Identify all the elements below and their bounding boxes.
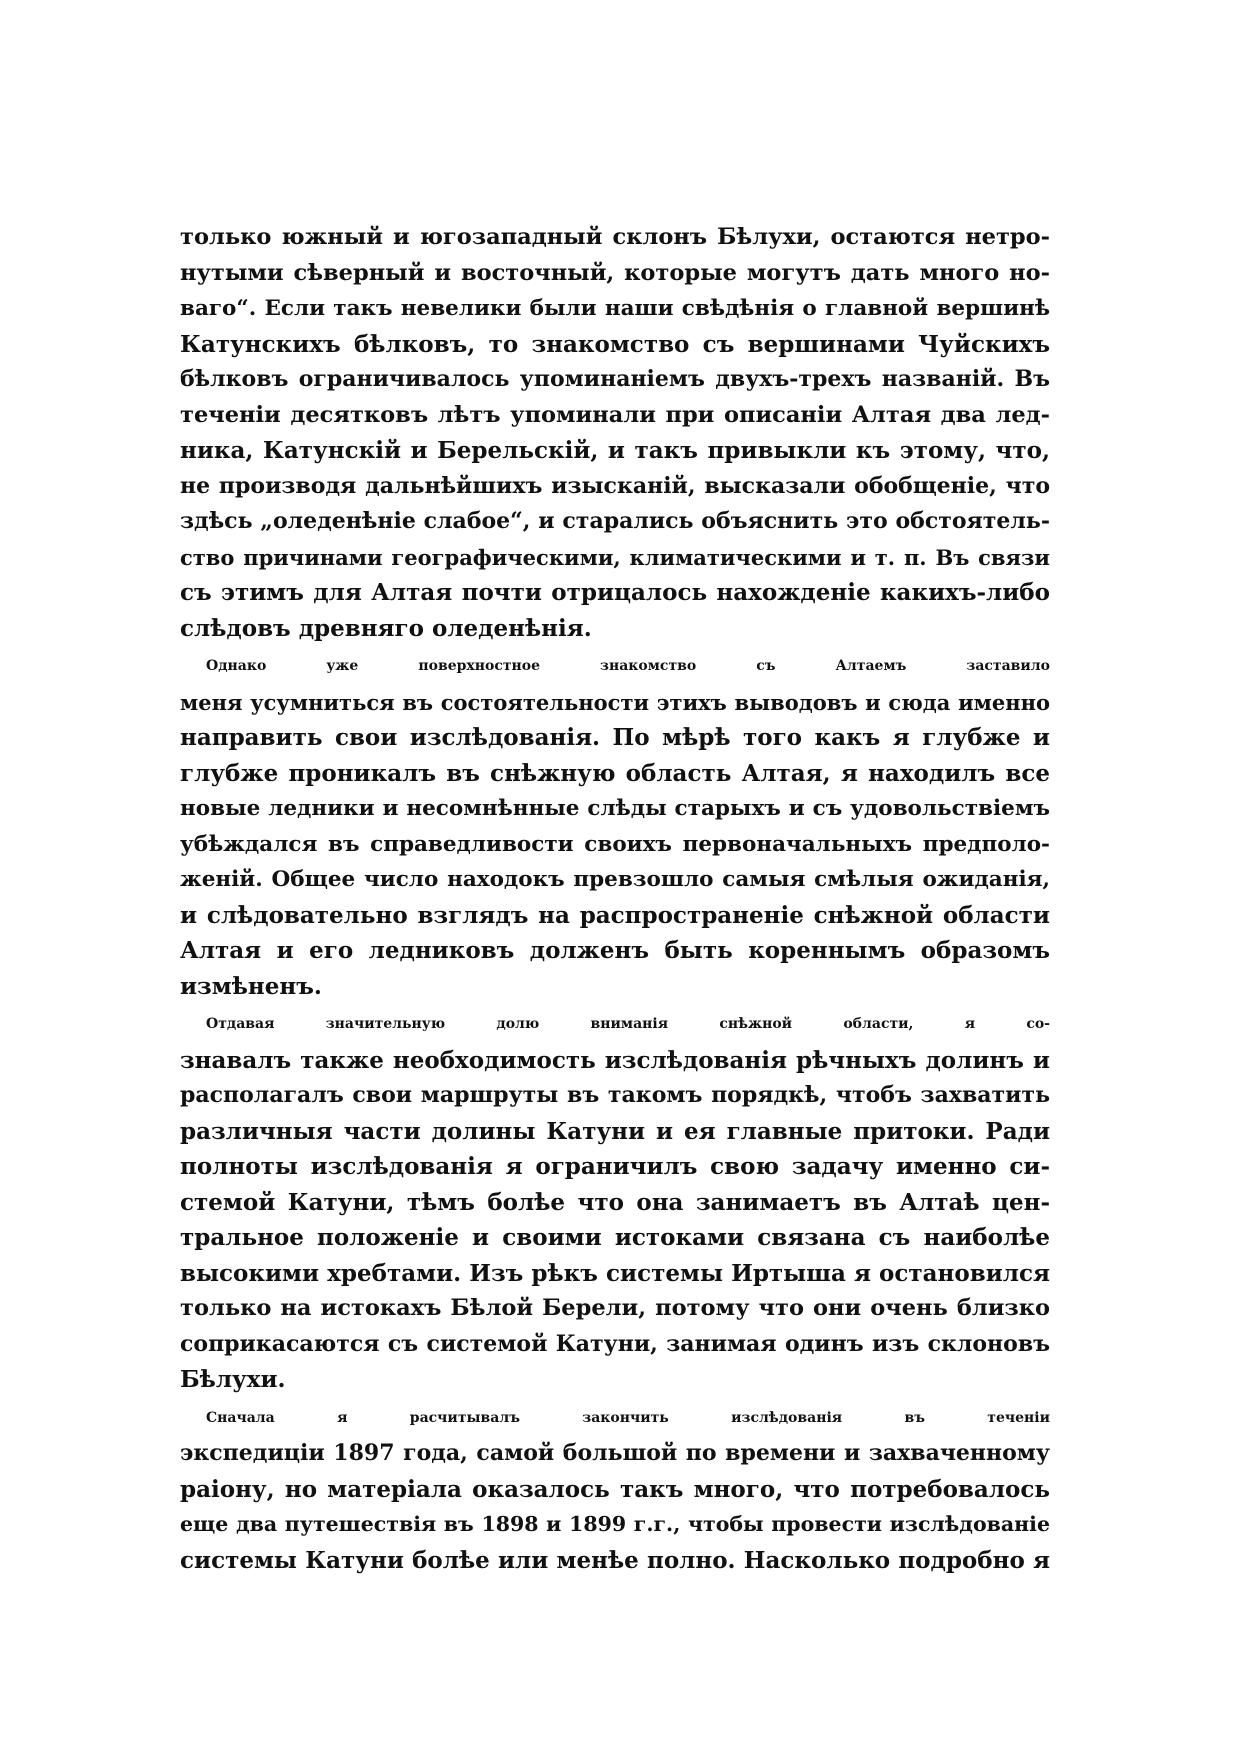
text-line: направить свои изслѣдованія. По мѣрѣ того какъ я глубже и: [180, 724, 1050, 751]
text-line: Однако уже поверхностное знакомство съ Алтаемъ заставило: [206, 658, 1050, 674]
text-line: здѣсь „оледенѣніе слабое“, и старались объяснить это обстоятель-: [180, 508, 1050, 534]
text-line: раіону, но матеріала оказалось такъ много, что потребовалось: [180, 1475, 1050, 1503]
text-line: Алтая и его ледниковъ долженъ быть кореннымъ образомъ: [180, 937, 1050, 964]
text-line: тральное положеніе и своими истоками связана съ наиболѣе: [180, 1224, 1050, 1251]
text-line: Бѣлухи.: [180, 1366, 286, 1393]
text-line: знавалъ также необходимость изслѣдованія рѣчныхъ долинъ и: [180, 1046, 1050, 1074]
paragraph: [180, 220, 1050, 646]
text-line: стемой Катуни, тѣмъ болѣе что она занимаетъ въ Алтаѣ цен-: [180, 1188, 1050, 1216]
text-line: женій. Общее число находокъ превзошло самыя смѣлыя ожиданія,: [180, 867, 1050, 892]
paragraph: [180, 1401, 1050, 1579]
text-line: ваго“. Если такъ невелики были наши свѣдѣнія о главной вершинѣ: [180, 296, 1050, 321]
text-line: ника, Катунскій и Берельскій, и такъ привыкли къ этому, что,: [180, 437, 1050, 464]
text-line: Катунскихъ бѣлковъ, то знакомство съ вершинами Чуйскихъ: [180, 330, 1050, 358]
body-text: [180, 220, 1050, 1578]
text-line: различныя части долины Катуни и ея главные притоки. Ради: [180, 1117, 1050, 1145]
text-line: глубже проникалъ въ снѣжную область Алтая, я находилъ все: [180, 759, 1050, 787]
text-line: еще два путешествія въ 1898 и 1899 г.г., чтобы провести изслѣдованіе: [180, 1512, 1050, 1536]
text-line: слѣдовъ древняго оледенѣнія.: [180, 614, 592, 642]
text-line: ство причинами географическими, климатическими и т. п. Въ связи: [180, 544, 1050, 570]
text-line: измѣненъ.: [180, 972, 322, 1000]
text-line: высокими хребтами. Изъ рѣкъ системы Иртыша я остановился: [180, 1259, 1050, 1287]
text-line: убѣждался въ справедливости своихъ первоначальныхъ предполо-: [180, 831, 1050, 857]
text-line: полноты изслѣдованія я ограничилъ свою задачу именно си-: [180, 1153, 1050, 1180]
text-line: и слѣдовательно взглядъ на распространеніе снѣжной области: [180, 901, 1050, 929]
paragraph: [180, 1007, 1050, 1398]
text-line: новые ледники и несомнѣнные слѣды старыхъ и съ удовольствіемъ: [180, 796, 1050, 821]
text-line: съ этимъ для Алтая почти отрицалось нахожденіе какихъ-либо: [180, 579, 1050, 606]
text-line: Сначала я расчитывалъ закончить изслѣдованія въ теченіи: [206, 1409, 1050, 1426]
text-line: не производя дальнѣйшихъ изысканій, высказали обобщеніе, что: [180, 472, 1050, 499]
text-line: бѣлковъ ограничивалось упоминаніемъ двухъ-трехъ названій. Въ: [180, 366, 1050, 392]
paragraph: [180, 649, 1050, 1004]
text-line: только на истокахъ Бѣлой Берели, потому что они очень близко: [180, 1295, 1050, 1321]
text-line: системы Катуни болѣе или менѣе полно. Насколько подробно я: [180, 1546, 1050, 1574]
text-line: только южный и югозападный склонъ Бѣлухи, остаются нетро-: [180, 224, 1050, 250]
text-line: нутыми сѣверный и восточный, которые могутъ дать много но-: [180, 259, 1050, 286]
text-line: теченіи десятковъ лѣтъ упоминали при описаніи Алтая два лед-: [180, 401, 1050, 428]
text-line: меня усумниться въ состоятельности этихъ выводовъ и сюда именно: [180, 689, 1050, 715]
text-line: экспедиціи 1897 года, самой большой по времени и захваченному: [180, 1440, 1050, 1466]
text-line: соприкасаются съ системой Катуни, занимая одинъ изъ склоновъ: [180, 1330, 1050, 1357]
text-line: располагалъ свои маршруты въ такомъ порядкѣ, чтобъ захватить: [180, 1082, 1050, 1108]
text-line: Отдавая значительную долю вниманія снѣжной области, я со-: [206, 1016, 1050, 1032]
